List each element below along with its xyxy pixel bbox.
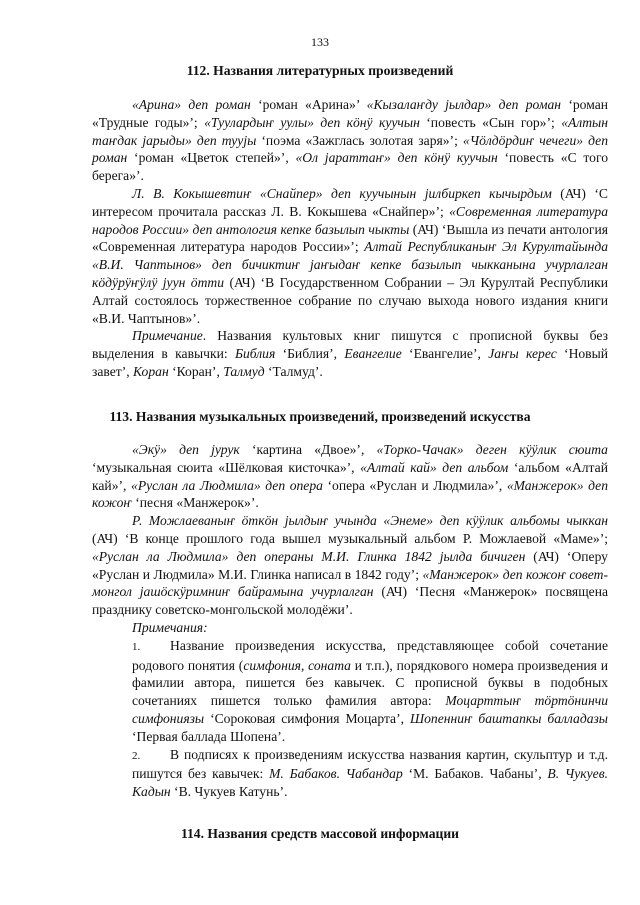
italic-run-4: «Манжерок» деп кожоҥ совет-монгол јашӧскӱримниҥ байрамына учурлалган — [92, 566, 609, 600]
italic-run-10: Талмуд — [223, 363, 265, 379]
italic-run-4: «Туулардыҥ уулы» деп кӧнӱ куучын — [204, 114, 420, 130]
text-run-5: ‘альбом «Алтай кай»’, — [92, 459, 608, 493]
italic-run-3: соната — [308, 657, 351, 673]
italic-run-4: Алтай Республиканыҥ Эл Курултайында «В.И. Чаптынов» деп бичиктиҥ јаҥыдаҥ кепке базылып чыкканына учурлалган кӧдӱрӱҥӱлӱ јуун ӧтти — [92, 239, 608, 290]
note-1 — [92, 637, 608, 746]
italic-run-0: «Экӱ» деп јурук — [132, 442, 240, 457]
italic-run-4: «Алтай кай» деп альбом — [360, 459, 509, 475]
section-113-body — [92, 441, 608, 801]
text-run-2: , — [300, 657, 309, 673]
text-run-8: ‘Первая баллада Шопена’. — [132, 728, 286, 744]
text-run-5: (АЧ) ‘Песня «Манжерок» посвящена празднику советско-монгольской молодёжи’. — [92, 584, 608, 618]
text-run-6: ‘Сороковая симфония Моцарта’, — [204, 710, 410, 726]
italic-run-2: «Кызалаҥду јылдар» деп роман — [366, 97, 562, 112]
section-112-paragraph-3 — [92, 327, 608, 380]
text-run-1: . Названия культовых книг пишутся с прописной буквы без выделения в кавычки: — [92, 328, 608, 362]
italic-run-0: Р. Можлаеваныҥ ӧткӧн јылдыҥ учында «Энеме» деп кӱӱлик альбомы чыккан — [132, 513, 608, 529]
section-113-paragraph-2 — [92, 512, 608, 619]
text-run-3: (АЧ) ‘Оперу «Руслан и Людмила» М.И. Глинка написал в 1842 году’; — [92, 548, 608, 582]
text-run-9: ‘песня «Манжерок»’. — [131, 495, 259, 511]
italic-run-5: Моцарттыҥ тӧртӧнинчи симфониязы — [132, 693, 609, 726]
italic-run-4: Евангелие — [344, 346, 402, 362]
text-run-7: ‘поэма «Зажглась золотая заря»’; — [256, 132, 463, 148]
italic-run-8: «Чӧлдӧрдиҥ чечеги» деп роман — [92, 132, 608, 166]
text-run-3: ‘роман «Трудные годы»’; — [92, 97, 609, 130]
text-run-9: ‘Коран’, — [168, 363, 224, 379]
italic-run-1: М. Бабаков. Чабандар — [269, 766, 403, 782]
italic-run-8: «Манжерок» деп кожоҥ — [92, 477, 608, 511]
text-run-1: (АЧ) ‘С интересом прочитала рассказ Л. В. Кокышева «Снайпер»’; — [92, 185, 608, 219]
italic-run-0: Примечание — [132, 328, 203, 344]
section-112-paragraph-2 — [92, 185, 608, 327]
text-run-11: ‘повесть «С того берега»’. — [92, 150, 608, 184]
text-run-7: ‘опера «Руслан и Людмила»’, — [322, 477, 507, 493]
note-2-number: 2. — [132, 749, 141, 762]
text-run-4: ‘В. Чукуев Катунь’. — [170, 784, 288, 800]
note-1-text — [132, 638, 608, 744]
text-run-9: ‘роман «Цветок степей»’, — [127, 150, 296, 166]
text-run-5: ‘повесть «Сын гор»’; — [419, 114, 562, 130]
italic-run-2: «Торко-Чачак» деген кӱӱлик сюита — [376, 442, 608, 457]
italic-run-6: Јаҥы керес — [488, 346, 557, 362]
note-2 — [92, 746, 608, 801]
note-2-text — [132, 747, 608, 800]
italic-run-10: «Ол јараттаҥ» деп кӧнӱ куучын — [295, 150, 498, 166]
text-run-3: (АЧ) ‘Вышла из печати антология «Современная литература народов России»’; — [92, 221, 608, 255]
italic-run-6: «Алтын таҥдак јарыды» деп туујы — [92, 114, 608, 148]
italic-run-1: симфония — [243, 657, 301, 673]
text-run-0: Название произведения искусства, представляющее собой сочетание родового понятия ( — [132, 637, 608, 673]
text-run-4: и т.п.), порядкового номера произведения и фамилии автора, пишется без кавычек. С прописной буквы в подобных сочетаниях пишется только фамилия автора: — [132, 657, 609, 709]
italic-run-7: Шопенниҥ баштапкы балладазы — [409, 710, 609, 726]
text-run-3: ‘Библия’, — [275, 346, 345, 362]
section-112-paragraph-1 — [92, 96, 608, 185]
italic-run-0: Л. В. Кокышевтиҥ «Снайпер» деп куучынын јилбиркеп кычырдым — [132, 185, 552, 201]
text-run-1: ‘картина «Двое»’, — [239, 442, 377, 457]
italic-run-2: «Руслан ла Людмила» деп операны М.И. Глинка 1842 јылда бичиген — [92, 548, 526, 564]
text-run-7: ‘Новый завет’, — [92, 346, 609, 379]
page-number: 133 — [311, 35, 329, 49]
section-112-body — [92, 96, 608, 381]
section-113-paragraph-1 — [92, 441, 608, 512]
italic-run-0: «Арина» деп роман — [132, 97, 251, 112]
text-run-3: ‘музыкальная сюита «Шёлковая кисточка»’, — [92, 459, 361, 475]
notes-label: Примечания: — [132, 619, 208, 635]
heading-114: 114. Названия средств массовой информации — [180, 826, 460, 841]
italic-run-3: В. Чукуев. Кадын — [132, 766, 608, 800]
text-run-0: В подписях к произведениям искусства названия картин, скульптур и т.д. пишутся без кавычек: — [132, 746, 608, 782]
text-run-1: (АЧ) ‘В конце прошлого года вышел музыкальный альбом Р. Можлаевой «Маме»’; — [92, 530, 608, 546]
italic-run-2: «Современная литература народов России» деп антология кепке базылып чыкты — [92, 203, 609, 237]
italic-run-8: Коран — [133, 363, 169, 379]
italic-run-6: «Руслан ла Людмила» деп опера — [131, 477, 323, 493]
heading-112: 112. Названия литературных произведений — [186, 63, 454, 78]
text-run-5: (АЧ) ‘В Государственном Собрании – Эл Курултай Республики Алтай состоялось торжественное собрание по случаю выхода нового издания книги «В.И. Чаптынов»’. — [92, 274, 608, 326]
text-run-1: ‘роман «Арина»’ — [250, 97, 367, 112]
italic-run-2: Библия — [234, 346, 276, 362]
text-run-11: ‘Талмуд’. — [264, 363, 323, 379]
text-run-2: ‘М. Бабаков. Чабаны’, — [402, 766, 548, 782]
text-run-5: ‘Евангелие’, — [401, 346, 489, 362]
heading-113: 113. Названия музыкальных произведений, произведений искусства — [109, 409, 531, 424]
note-1-number: 1. — [132, 640, 141, 653]
